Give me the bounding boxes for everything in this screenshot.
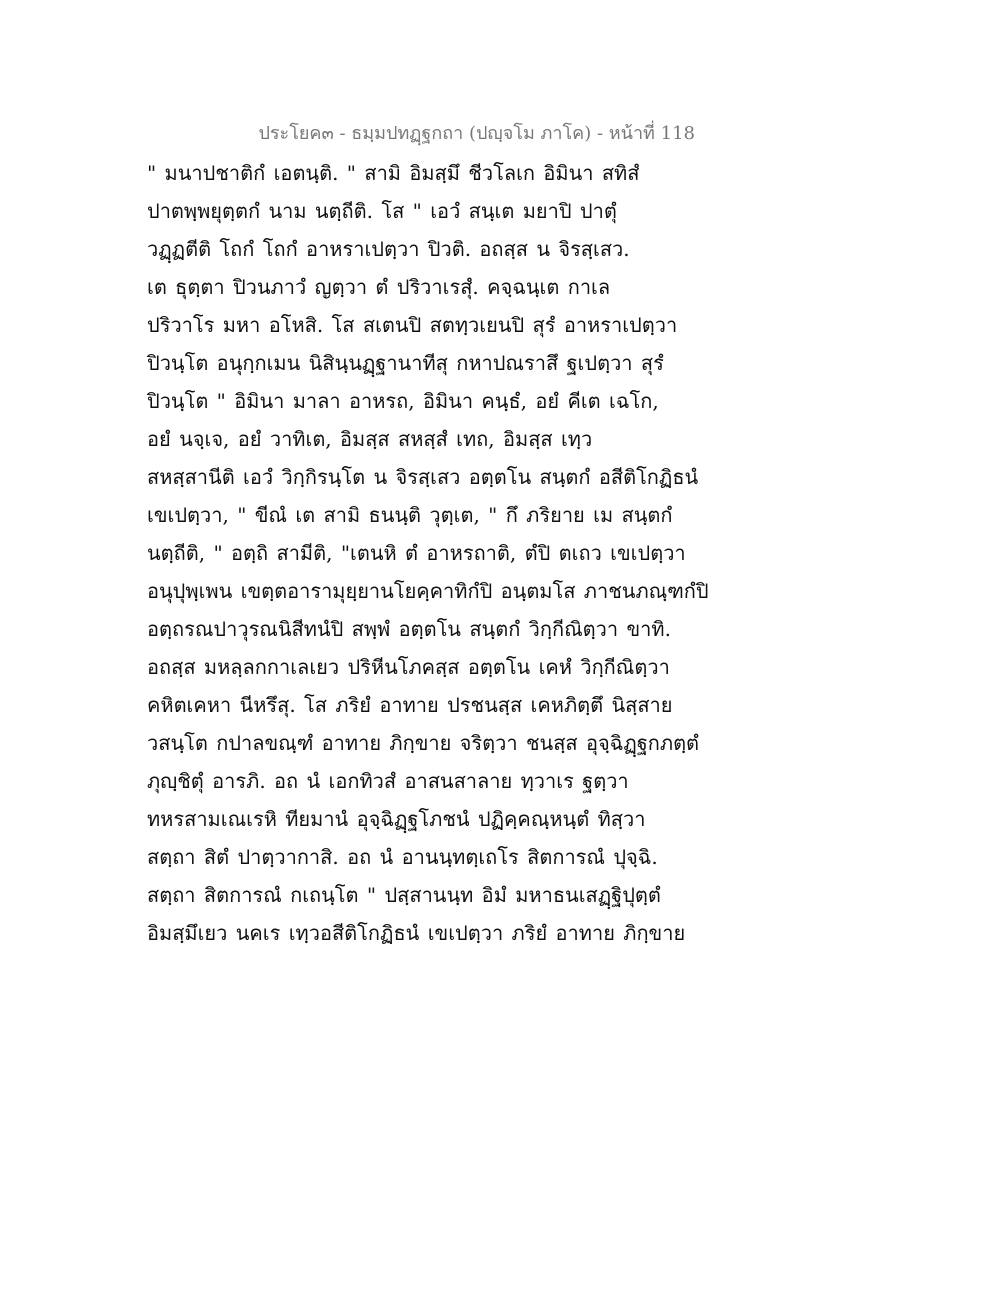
text-line-12: อนุปุพฺเพน เขตฺตอารามุยฺยานโยคฺคาทิกํปิ อนฺตมโส ภาชนภณฺฑกํปิ	[147, 579, 709, 603]
text-line-3: วฏฺฏตีติ โถกํ โถกํ อาหราเปตฺวา ปิวติ. อถสฺส น จิรสฺเสว.	[147, 237, 630, 261]
text-line-10: เขเปตฺวา, " ขีณํ เต สามิ ธนนฺติ วุตฺเต, " กึ ภริยาย เม สนฺตกํ	[147, 503, 673, 527]
text-line-1: " มนาปชาติกํ เอตนฺติ. " สามิ อิมสฺมึ ชีวโลเก อิมินา สทิสํ	[147, 161, 640, 185]
text-line-6: ปิวนฺโต อนุกฺกเมน นิสินฺนฏฺฐานาทีสุ กหาปณราสึ ฐเปตฺวา สุรํ	[147, 351, 664, 375]
text-line-7: ปิวนฺโต " อิมินา มาลา อาหรถ, อิมินา คนฺธํ, อยํ คีเต เฉโก,	[147, 389, 659, 413]
text-line-4: เต ธุตฺตา ปิวนภาวํ ญตฺวา ตํ ปริวาเรสุํ. คจฺฉนฺเต กาเล	[147, 275, 611, 299]
text-line-5: ปริวาโร มหา อโหสิ. โส สเตนปิ สตทฺวเยนปิ สุรํ อาหราเปตฺวา	[147, 313, 678, 337]
text-line-14: อถสฺส มหลฺลกกาเลเยว ปริหีนโภคสฺส อตฺตโน เคหํ วิกฺกีณิตฺวา	[147, 655, 670, 679]
text-line-20: สตฺถา สิตการณํ กเถนฺโต " ปสฺสานนฺท อิมํ มหาธนเสฏฺฐิปุตฺตํ	[147, 883, 661, 907]
text-line-19: สตฺถา สิตํ ปาตฺวากาสิ. อถ นํ อานนฺทตฺเถโร สิตการณํ ปุจฺฉิ.	[147, 845, 658, 869]
running-header: ประโยค๓ - ธมฺมปทฏฺฐกถา (ปญฺจโม ภาโค) - หน้าที่ 118	[258, 123, 695, 144]
text-line-16: วสนฺโต กปาลขณฺฑํ อาทาย ภิกฺขาย จริตฺวา ชนสฺส อุจฺฉิฏฺฐกภตฺตํ	[147, 731, 700, 755]
text-line-8: อยํ นจฺเจ, อยํ วาทิเต, อิมสฺส สหสฺสํ เทถ, อิมสฺส เทฺว	[147, 427, 593, 451]
text-line-13: อตฺถรณปาวุรณนิสีทนํปิ สพฺพํ อตฺตโน สนฺตกํ วิกฺกีณิตฺวา ขาทิ.	[147, 617, 671, 641]
text-line-15: คหิตเคหา นีหรึสุ. โส ภริยํ อาทาย ปรชนสฺส เคหภิตฺตึ นิสฺสาย	[147, 693, 673, 717]
text-line-9: สหสฺสานีติ เอวํ วิกฺกิรนฺโต น จิรสฺเสว อตฺตโน สนฺตกํ อสีติโกฏิธนํ	[147, 465, 699, 489]
body-text	[147, 154, 707, 952]
text-line-21: อิมสฺมึเยว นคเร เทฺวอสีติโกฏิธนํ เขเปตฺวา ภริยํ อาทาย ภิกฺขาย	[147, 921, 686, 945]
text-line-18: ทหรสามเณเรหิ ทียมานํ อุจฺฉิฏฺฐโภชนํ ปฏิคฺคณฺหนฺตํ ทิสฺวา	[147, 807, 646, 831]
text-line-17: ภุญฺชิตุํ อารภิ. อถ นํ เอกทิวสํ อาสนสาลาย ทฺวาเร ฐตฺวา	[147, 769, 629, 793]
text-line-11: นตฺถีติ, " อตฺถิ สามีติ, "เตนหิ ตํ อาหรถาติ, ตํปิ ตเถว เขเปตฺวา	[147, 541, 686, 565]
text-line-2: ปาตพฺพยุตฺตกํ นาม นตฺถีติ. โส " เอวํ สนฺเต มยาปิ ปาตุํ	[147, 199, 617, 223]
